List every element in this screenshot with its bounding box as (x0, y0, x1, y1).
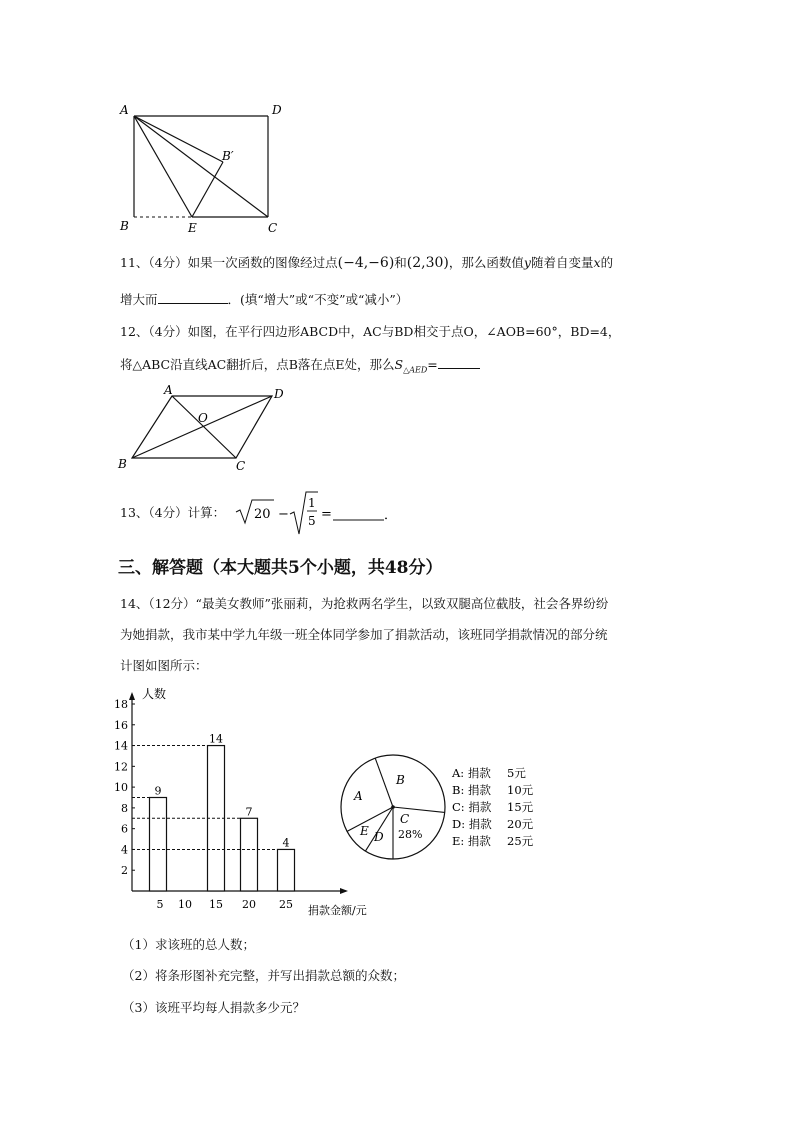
question-14-sub1: （1）求该班的总人数； (122, 937, 255, 952)
label-b: B (118, 457, 127, 471)
question-12-line1 (120, 324, 620, 340)
q12-answer-blank[interactable] (438, 356, 480, 369)
y-tick-label: 18 (114, 698, 128, 711)
y-tick-label: 10 (114, 781, 128, 795)
legend-value: 25元 (507, 834, 534, 848)
label-a: A (164, 383, 173, 397)
y-axis-arrow (129, 692, 135, 700)
question-12-line2 (120, 356, 480, 379)
y-tick-label: 2 (121, 864, 128, 878)
y-tick-label: 14 (114, 739, 128, 753)
question-13 (120, 505, 225, 521)
y-tick-label: 6 (121, 822, 128, 836)
x-tick-label: 25 (279, 898, 293, 911)
label-o: O (198, 411, 208, 425)
q11-answer-blank[interactable] (158, 291, 228, 304)
x-tick-label: 15 (209, 898, 223, 911)
label-c: C (268, 221, 278, 235)
q13-frac-den: 5 (308, 514, 316, 528)
x-tick-label: 10 (178, 898, 192, 911)
q11-text-c: 随着自变量 (530, 255, 594, 270)
bar (241, 818, 258, 891)
pie-slice-label-c: C (400, 812, 410, 826)
bar-data-label: 4 (282, 836, 290, 850)
bar-data-label: 7 (245, 805, 253, 819)
y-tick-label: 8 (121, 801, 128, 815)
pie-slice-label-a: A (354, 789, 363, 803)
question-14-line1: 14、（12分）“最美女教师”张丽莉，为抢救两名学生，以致双腿高位截肢，社会各界纷纷 (120, 596, 609, 611)
q11-text-d: 的 (600, 255, 614, 270)
q13-frac-num: 1 (308, 496, 316, 510)
label-b: B (120, 219, 129, 233)
q11-var-y: y (523, 255, 531, 270)
q12-line2: 将△ABC沿直线AC翻折后，点B落在点E处，那么 (120, 357, 395, 372)
legend-key: A: 捐款 (452, 766, 491, 780)
q12-s-sub: △AED (403, 365, 428, 375)
label-b-prime: B′ (222, 149, 234, 163)
bar (278, 849, 295, 891)
bar-data-label: 9 (154, 784, 162, 798)
legend-key: B: 捐款 (452, 783, 491, 797)
x-tick-label: 20 (242, 898, 256, 911)
pie-slice-label-e: E (360, 824, 369, 838)
question-14-line3: 计图如图所示： (120, 658, 208, 673)
legend-key: E: 捐款 (452, 834, 491, 848)
legend-value: 5元 (507, 766, 526, 780)
q13-number: 13、（4分） (120, 505, 188, 520)
q13-expression (232, 490, 398, 536)
q11-line2-a: 增大而 (120, 292, 158, 307)
x-axis-arrow (340, 888, 348, 894)
pie-slice-percent-c: 28% (398, 828, 423, 841)
figure-rectangle-fold (110, 96, 300, 236)
pie-slice-label-b: B (396, 773, 405, 787)
pie-chart (336, 748, 546, 878)
bar (208, 746, 225, 891)
question-14-line2: 为她捐款，我市某中学九年级一班全体同学参加了捐款活动，该班同学捐款情况的部分统 (120, 627, 608, 642)
q13-text: 计算： (187, 505, 226, 520)
q12-eq: = (427, 357, 438, 372)
q11-and: 和 (394, 255, 407, 270)
q11-point2: (2,30) (406, 255, 449, 271)
label-e: E (188, 221, 197, 235)
y-tick-label: 16 (114, 718, 128, 732)
fold-eb-prime (192, 162, 223, 217)
q11-text-a: 如果一次函数的图像经过点 (187, 255, 338, 270)
q11-text-b: ，那么函数值 (448, 255, 524, 270)
q13-end: ． (384, 508, 398, 523)
label-d: D (274, 387, 284, 401)
q12-line1: 如图，在平行四边形ABCD中，AC与BD相交于点O，∠AOB=60°，BD=4， (187, 324, 621, 339)
diag-ac (172, 396, 236, 458)
question-14-sub3: （3）该班平均每人捐款多少元？ (122, 1000, 305, 1015)
figure-parallelogram (112, 382, 292, 474)
legend-value: 10元 (507, 783, 534, 797)
q13-radicand1: 20 (254, 507, 271, 522)
q13-eq: = (321, 507, 332, 522)
section-3-title: 三、解答题（本大题共5个小题，共48分） (118, 558, 443, 578)
y-tick-label: 12 (114, 760, 128, 774)
label-c: C (236, 459, 246, 473)
legend-value: 15元 (507, 800, 534, 814)
bar-chart-ylabel: 人数 (142, 687, 167, 701)
q11-line2-b: ．(填“增大”或“不变”或“减小”） (227, 292, 409, 307)
q12-s-symbol: S (394, 357, 404, 372)
question-14-sub2: （2）将条形图补充完整，并写出捐款总额的众数； (122, 968, 405, 983)
pie-slice-label-d: D (374, 830, 384, 844)
label-d: D (272, 103, 282, 117)
q11-number: 11、（4分） (120, 255, 188, 270)
label-a: A (120, 103, 129, 117)
y-tick-label: 4 (121, 843, 128, 857)
q11-point1: (−4,−6) (337, 255, 395, 271)
legend-value: 20元 (507, 817, 534, 831)
q12-number: 12、（4分） (120, 324, 188, 339)
bar-data-label: 14 (209, 732, 223, 746)
q13-minus: − (278, 507, 289, 522)
legend-key: D: 捐款 (452, 817, 492, 831)
bar (150, 798, 167, 892)
question-11-line2 (120, 291, 408, 308)
bar-chart-xlabel: 捐款金额/元 (308, 904, 367, 917)
pie-center (391, 805, 395, 809)
q11-var-x: x (593, 255, 601, 270)
legend-key: C: 捐款 (452, 800, 492, 814)
diag-bd (132, 396, 272, 458)
x-tick-label: 5 (156, 898, 164, 911)
question-11-line1 (120, 255, 613, 271)
